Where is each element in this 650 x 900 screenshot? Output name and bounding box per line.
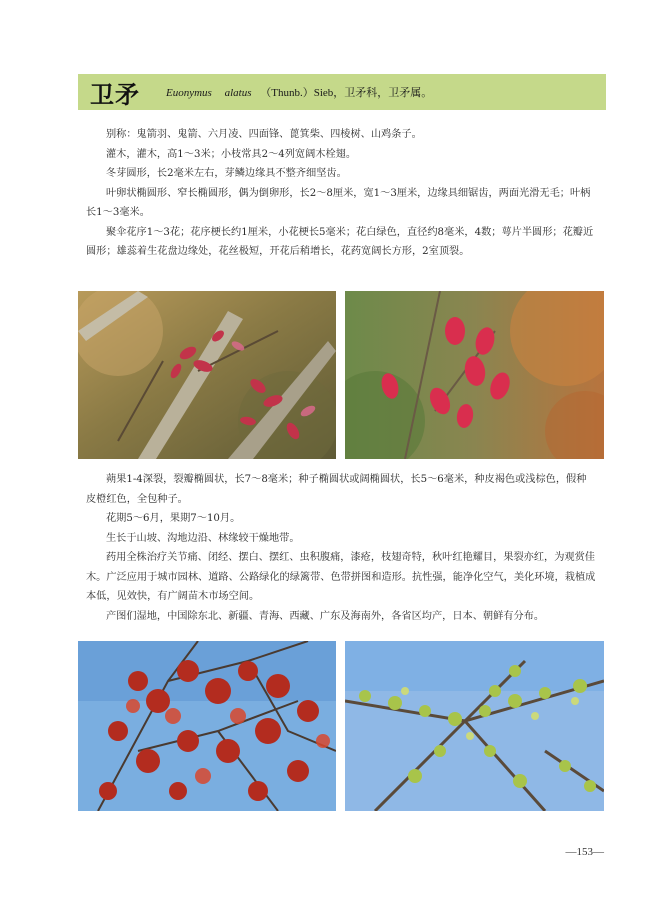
paragraph-uses: 药用全株治疗关节痛、闭经、摆白、摆红、虫积腹痛，漆疮，枝翅奇特，秋叶红艳耀目，果裂亦红，为观赏佳木。广泛应用于城市园林、道路、公路绿化的绿篱带、色带拼图和造形。抗性强，能净化空气，美化环境，栽植成本低，见效快，有广阔苗木市场空间。 bbox=[86, 552, 596, 602]
photo-red-foliage-sky bbox=[78, 641, 336, 811]
paragraph-fruit: 蒴果1-4深裂，裂瓣椭圆状，长7～8毫米；种子椭圆状或阔椭圆状，长5～6毫米，种皮褐色或浅棕色，假种皮橙红色，全包种子。 bbox=[86, 474, 587, 505]
title-banner bbox=[78, 74, 606, 110]
description-top bbox=[86, 125, 596, 262]
author-family-genus: （Thunb.）Sieb，卫矛科，卫矛属。 bbox=[260, 87, 433, 99]
photo-green-shoots-sky bbox=[345, 641, 604, 811]
species-name: alatus bbox=[224, 87, 252, 99]
genus-name: Euonymus bbox=[166, 87, 212, 99]
description-bottom bbox=[86, 470, 596, 626]
paragraph-leaves: 叶卵状椭圆形、窄长椭圆形，偶为倒卵形，长2～8厘米，宽1～3厘米，边缘具细锯齿，两面光滑无毛；叶柄长1～3毫米。 bbox=[86, 187, 591, 218]
page-number: —153— bbox=[565, 846, 604, 858]
scientific-name bbox=[166, 84, 432, 100]
paragraph-phenology: 花期5～6月，果期7～10月。 bbox=[106, 513, 241, 524]
photo-red-leaf-twig bbox=[345, 291, 604, 459]
paragraph-habitat: 生长于山坡、沟地边沿、林缘较干燥地带。 bbox=[106, 532, 300, 544]
paragraph-habit: 灌木，灌木，高1～3米；小枝常具2～4列宽阔木栓翅。 bbox=[106, 148, 357, 160]
paragraph-buds: 冬芽圆形，长2毫米左右，芽鳞边缘具不整齐细坚齿。 bbox=[106, 168, 347, 179]
paragraph-flowers: 聚伞花序1～3花；花序梗长约1厘米，小花梗长5毫米；花白绿色，直径约8毫米，4数；萼片半圆形；花瓣近圆形；雄蕊着生花盘边缘处，花丝极短，开花后稍增长，花药宽阔长方形，2室顶裂。 bbox=[86, 226, 594, 257]
paragraph-distribution: 产图们湿地，中国除东北、新疆、青海、西藏、广东及海南外，各省区均产，日本、朝鲜有分布。 bbox=[106, 610, 545, 622]
paragraph-aliases: 别称：鬼箭羽、鬼箭、六月凌、四面锋、蓖箕柴、四棱树、山鸡条子。 bbox=[106, 129, 422, 140]
page-title: 卫矛 bbox=[90, 80, 140, 109]
photo-red-leaves-branches bbox=[78, 291, 336, 459]
